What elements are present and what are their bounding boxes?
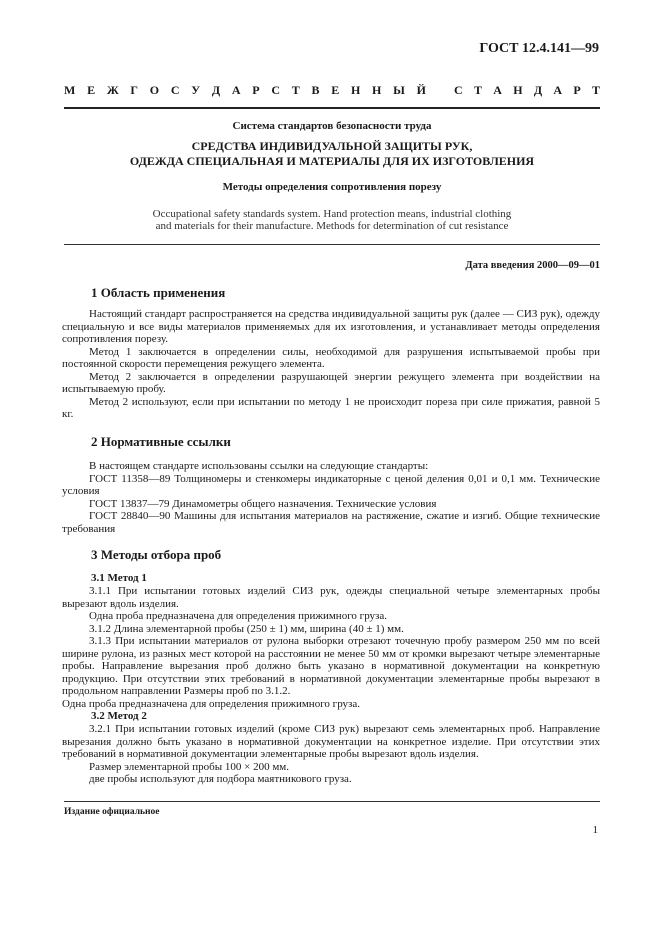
paragraph: 3.1.2 Длина элементарной пробы (250 ± 1) мм, ширина (40 ± 1) мм.: [89, 622, 404, 635]
spaced-word-interstate: [64, 83, 426, 98]
title-line-2: ОДЕЖДА СПЕЦИАЛЬНАЯ И МАТЕРИАЛЫ ДЛЯ ИХ ИЗГОТОВЛЕНИЯ: [129, 154, 535, 168]
banner-letter: О: [149, 83, 160, 97]
standard-type-banner: [64, 83, 600, 98]
banner-letter: С: [454, 83, 463, 97]
effective-date: Дата введения 2000—09—01: [465, 260, 600, 271]
section-3-heading: 3 Методы отбора проб: [91, 547, 222, 562]
banner-letter: Д: [533, 83, 543, 97]
english-title: [64, 208, 600, 232]
paragraph: две пробы используют для подбора маятникового груза.: [89, 773, 352, 785]
paragraph: 3.1.1 При испытании готовых изделий СИЗ рук, одежды специальной четыре элементарных пробы вырезают вдоль изделия.: [62, 585, 600, 610]
document-subtitle: Методы определения сопротивления порезу: [222, 181, 442, 193]
paragraph: Настоящий стандарт распространяется на средства индивидуальной защиты рук (далее — СИЗ рук), одежду специальную и все виды материалов применяемых для их изготовления, и устанавливает методы определения сопротивления порезу.: [62, 308, 600, 345]
paragraph: Метод 1 заключается в определении силы, необходимой для разрушения испытываемой пробы при постоянной скорости перемещения режущего элемента.: [62, 345, 600, 370]
paragraph: Одна проба предназначена для определения прижимного груза.: [62, 697, 361, 710]
banner-letter: Ж: [106, 83, 119, 97]
paragraph: 3.2.1 При испытании готовых изделий (кроме СИЗ рук) вырезают семь элементарных проб. Направление вырезания должно быть указано в нормативной документации на конкретное изделие. При отсутствии этих требований в нормативной документации элементарные пробы вырезают вдоль изделия.: [62, 723, 600, 760]
banner-letter: А: [231, 83, 241, 97]
banner-letter: Н: [350, 83, 361, 97]
banner-letter: Е: [331, 83, 340, 97]
banner-letter: Т: [473, 83, 482, 97]
banner-letter: Е: [87, 83, 96, 97]
standards-series: Система стандартов безопасности труда: [232, 120, 432, 132]
official-edition-note: Издание официальное: [64, 807, 160, 817]
paragraph: В настоящем стандарте использованы ссылки на следующие стандарты:: [89, 460, 429, 472]
section-2-body: [62, 460, 600, 535]
banner-letter: Н: [513, 83, 523, 97]
banner-letter: Й: [416, 83, 426, 97]
standard-code: ГОСТ 12.4.141—99: [479, 41, 599, 56]
section-3-1-body: [62, 585, 600, 710]
banner-letter: Т: [591, 83, 600, 97]
paragraph: Одна проба предназначена для определения прижимного груза.: [89, 610, 388, 622]
banner-letter: Н: [372, 83, 382, 97]
spaced-word-standard: [454, 83, 600, 98]
footer-divider: [64, 801, 600, 802]
banner-letter: М: [64, 83, 76, 97]
paragraph: Метод 2 используют, если при испытании по методу 1 не происходит пореза при силе прижатия, равной 5 кг.: [62, 395, 600, 420]
subsection-3-1-heading: 3.1 Метод 1: [91, 572, 147, 584]
top-divider: [64, 107, 600, 109]
paragraph: 3.1.3 При испытании материалов от рулона выборки отрезают точечную пробу размером 250 мм по всей ширине рулона, из разных мест которой на расстоянии не менее 50 мм от кромки вырезают четыре элементарные пробы. Направление вырезания проб должно быть указано в нормативной документации на конкретную продукцию. При отсутствии этих требований в нормативной документации элементарные пробы вырезают в продольном направлении Размеры проб по 3.1.2.: [62, 635, 600, 697]
banner-letter: Д: [211, 83, 221, 97]
subsection-3-2-heading: 3.2 Метод 2: [91, 710, 147, 722]
title-divider: [64, 244, 600, 245]
banner-letter: Ы: [393, 83, 405, 97]
document-title: [64, 139, 600, 169]
section-2-heading: 2 Нормативные ссылки: [91, 434, 231, 449]
banner-letter: А: [553, 83, 563, 97]
banner-letter: В: [311, 83, 320, 97]
banner-letter: С: [170, 83, 180, 97]
banner-letter: У: [191, 83, 201, 97]
banner-letter: А: [493, 83, 502, 97]
banner-letter: С: [271, 83, 280, 97]
paragraph: ГОСТ 13837—79 Динамометры общего назначения. Технические условия: [89, 497, 437, 510]
title-line-1: СРЕДСТВА ИНДИВИДУАЛЬНОЙ ЗАЩИТЫ РУК,: [191, 139, 473, 153]
section-1-body: [62, 308, 600, 421]
banner-letter: Р: [573, 83, 581, 97]
banner-letter: Т: [291, 83, 300, 97]
english-title-line-1: Occupational safety standards system. Hand protection means, industrial clothing: [152, 208, 512, 220]
banner-letter: Г: [130, 83, 139, 97]
paragraph: ГОСТ 28840—90 Машины для испытания материалов на растяжение, сжатие и изгиб. Общие технические требования: [62, 510, 600, 535]
english-title-line-2: and materials for their manufacture. Methods for determination of cut resistance: [155, 220, 509, 232]
paragraph: Размер элементарной пробы 100 × 200 мм.: [89, 760, 290, 773]
banner-letter: Р: [252, 83, 260, 97]
page-number: 1: [592, 824, 598, 836]
section-3-2-body: [62, 723, 600, 786]
paragraph: Метод 2 заключается в определении разрушающей энергии режущего элемента при воздействии на испытываемую пробу.: [62, 370, 600, 395]
paragraph: ГОСТ 11358—89 Толщиномеры и стенкомеры индикаторные с ценой деления 0,01 и 0,1 мм. Технические условия: [62, 472, 600, 497]
section-1-heading: 1 Область применения: [91, 285, 226, 300]
